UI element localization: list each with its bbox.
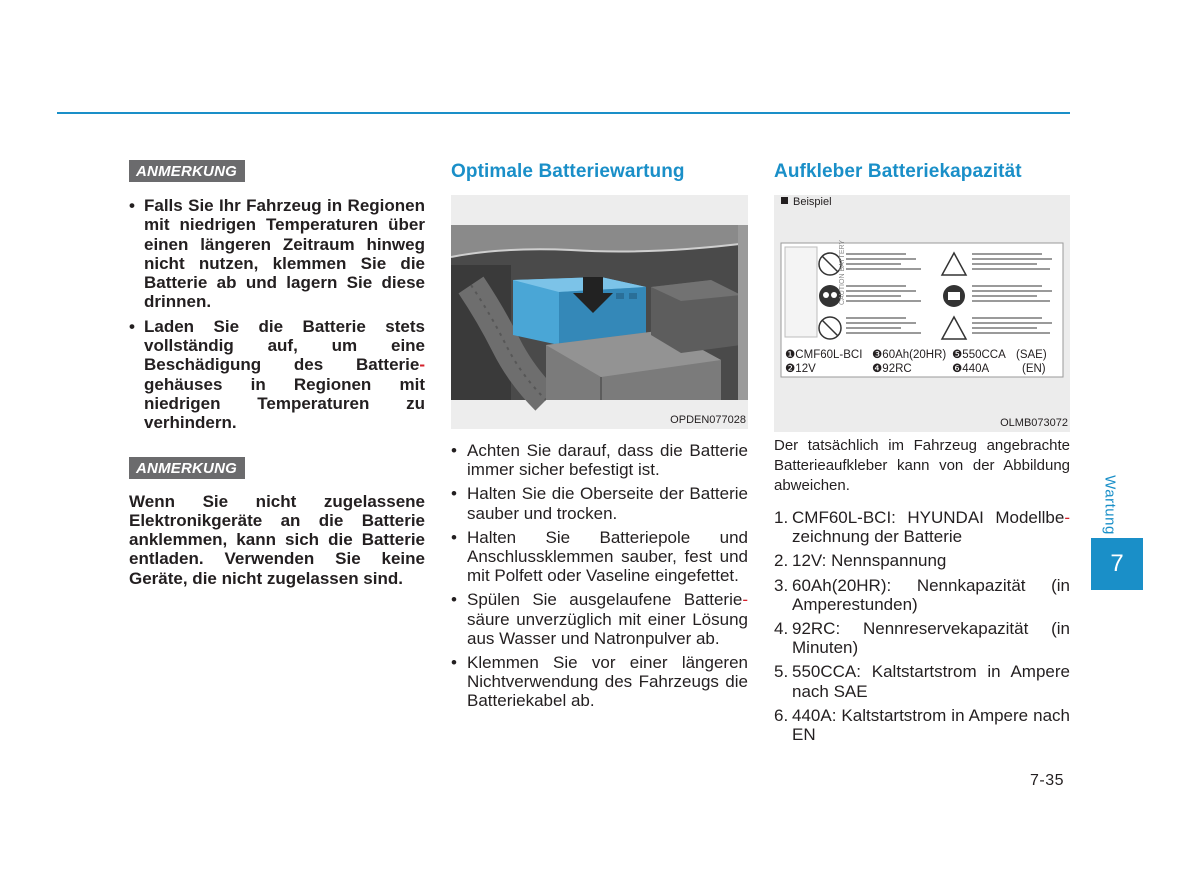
list-item: 6. 440A: Kaltstartstrom in Ampere nach EN [774,705,1070,745]
list-item: 3. 60Ah(20HR): Nennkapazität (in Amperestunden) [774,575,1070,614]
note-item: • Falls Sie Ihr Fahrzeug in Regionen mit niedrigen Temperaturen über einen längeren Zeitraum hinweg nicht nutzen, klemmen Sie die Batterie ab und lagern Sie diese drinnen. [129,196,425,312]
sticker-code-en: (EN) [1022,363,1046,375]
figure-code: OLMB073072 [1000,417,1068,429]
example-label: Beispiel [781,196,832,208]
sticker-code-2: ❷12V [785,363,816,375]
list-item: 1. CMF60L-BCI: HYUNDAI Modellbe-zeichnung der Batterie [774,508,1070,547]
page-number: 7-35 [1030,772,1065,789]
label-definition-list [774,508,1070,744]
list-item: 4. 92RC: Nennreservekapazität (in Minuten) [774,619,1070,658]
engine-bay-figure [451,195,748,429]
sticker-code-6: ❻440A [952,363,990,375]
sticker-code-5: ❺550CCA [952,349,1006,361]
battery-label-figure [774,195,1070,432]
header-rule [57,112,1070,114]
chapter-tab: 7 [1091,538,1143,590]
list-item: 5. 550CCA: Kaltstartstrom in Ampere nach SAE [774,662,1070,701]
sticker-code-4: ❹92RC [872,363,912,375]
sticker-code-sae: (SAE) [1016,349,1047,361]
list-item: • Spülen Sie ausgelaufene Batterie-säure unverzüglich mit einer Lösung aus Wasser und Natronpulver ab. [451,590,748,648]
battery-care-column [451,160,748,716]
note-text: Wenn Sie nicht zugelassene Elektronikgeräte an die Batterie anklemmen, kann sich die Batterie entladen. Verwenden Sie keine Geräte, die nicht zugelassen sind. [129,491,425,588]
list-item: 2. 12V: Nennspannung [774,551,947,571]
battery-sticker-illustration [774,195,1070,432]
chapter-side-label: Wartung [1101,475,1119,535]
note-item: • Laden Sie die Batterie stets vollständig auf, um eine Beschädigung des Batterie-gehäuses in Regionen mit niedrigen Temperaturen zu verhindern. [129,317,425,433]
list-item: • Halten Sie Batteriepole und Anschlussklemmen sauber, fest und mit Polfett oder Vaseline eingefettet. [451,528,748,586]
figure-caption: Der tatsächlich im Fahrzeug angebrachte Batterieaufkleber kann von der Abbildung abweichen. [774,437,1070,494]
sticker-code-1: ❶CMF60L-BCI [785,349,863,361]
sticker-code-3: ❸60Ah(20HR) [872,349,947,361]
note-badge: ANMERKUNG [129,457,245,479]
note-list [129,196,425,433]
note-badge: ANMERKUNG [129,160,245,182]
list-item: • Halten Sie die Oberseite der Batterie sauber und trocken. [451,484,748,522]
list-item: • Klemmen Sie vor einer längeren Nichtverwendung des Fahrzeugs die Batteriekabel ab. [451,653,748,711]
list-item: • Achten Sie darauf, dass die Batterie immer sicher befestigt ist. [451,441,748,479]
care-bullet-list [451,441,748,711]
section-title: Aufkleber Batteriekapazität [774,161,1022,182]
caution-vertical-text: CAUTION BATTERY [839,239,846,305]
notes-column [129,160,425,588]
engine-bay-illustration [451,195,748,429]
section-title: Optimale Batteriewartung [451,161,685,182]
battery-label-column [774,160,1070,749]
figure-code: OPDEN077028 [670,414,746,426]
